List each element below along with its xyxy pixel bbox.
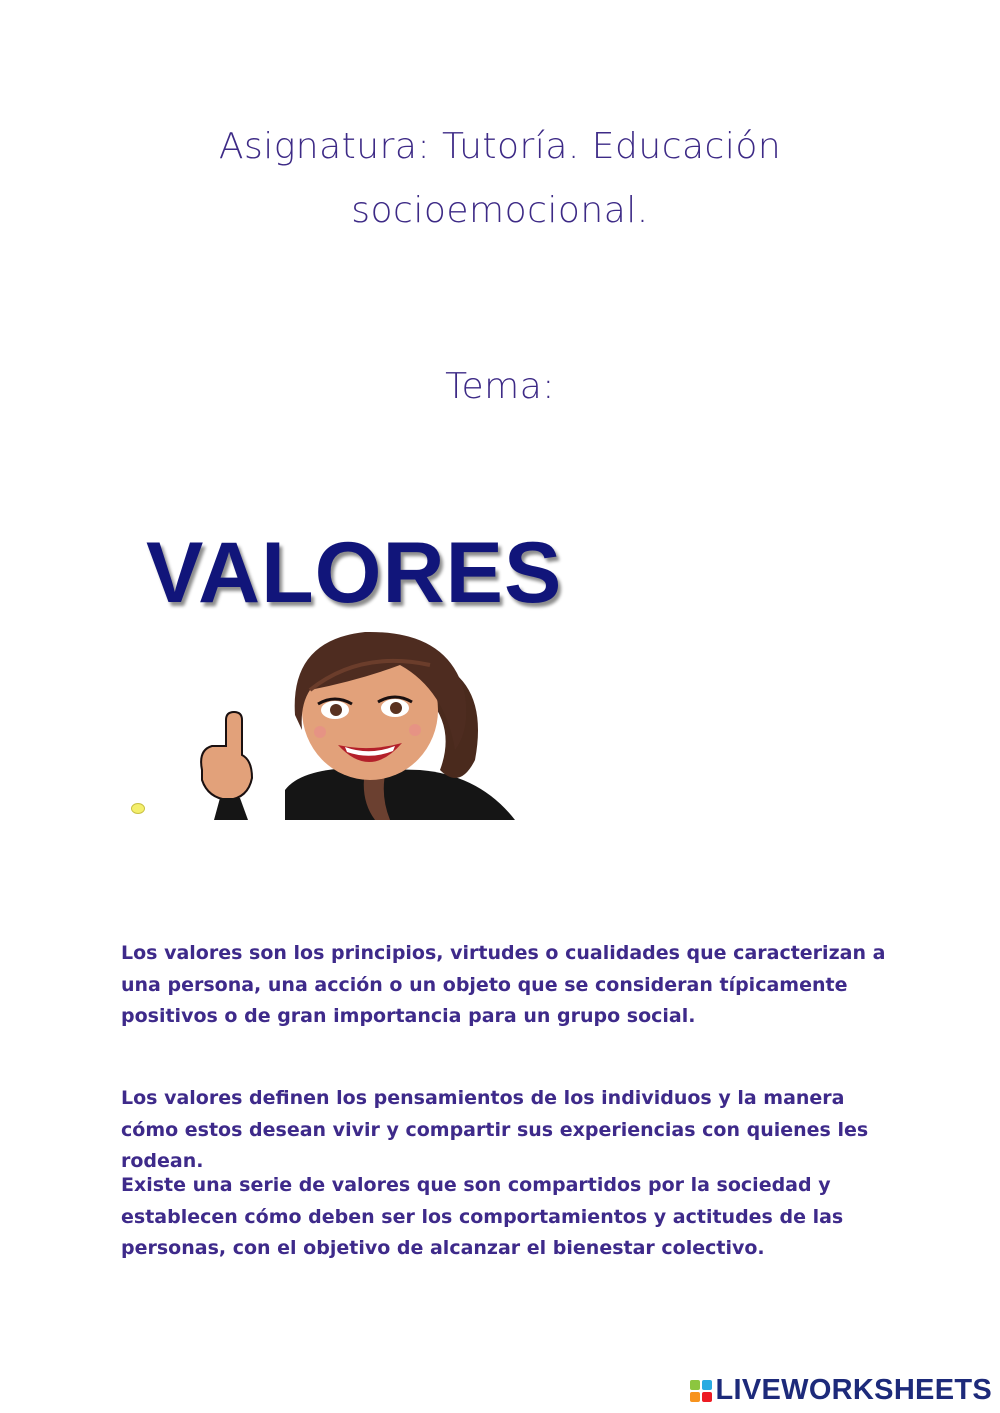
paragraph-2: Los valores definen los pensamientos de los individuos y la manera cómo estos desean vivir y compartir sus experiencias con quienes les rodean. (121, 1087, 869, 1172)
woman-avatar-illustration (190, 620, 520, 820)
paragraph-1: Los valores son los principios, virtudes o cualidades que caracterizan a una persona, una acción o un objeto que se consideran típicamente positivos o de gran importancia para un grupo social. (121, 942, 886, 1027)
topic-label: Tema: (445, 366, 555, 407)
subject-title-line2: socioemocional. (351, 190, 649, 231)
paragraph-3: Existe una serie de valores que son compartidos por la sociedad y establecen cómo deben ser los comportamientos y actitudes de las personas, con el objetivo de alcanzar el bienestar colectivo. (121, 1174, 844, 1259)
small-yellow-dot (131, 803, 145, 814)
liveworksheets-logo-icon (690, 1380, 712, 1402)
brand-name: LIVEWORKSHEETS (715, 1374, 992, 1406)
liveworksheets-logo (690, 1374, 993, 1407)
topic-word: VALORES (146, 525, 563, 621)
subject-title-line1: Asignatura: Tutoría. Educación (218, 126, 782, 167)
